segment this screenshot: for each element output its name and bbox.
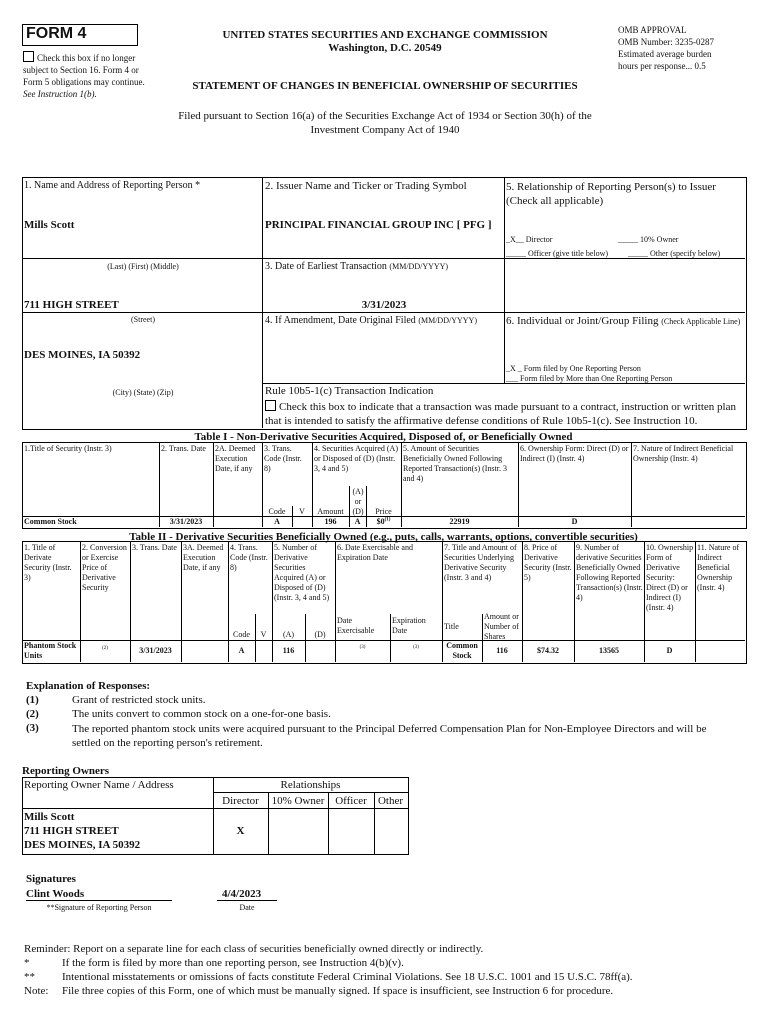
t2-sub-d: (D) [314, 630, 326, 639]
owners-col-director: Director [222, 795, 259, 807]
owners-col-relationships: Relationships [280, 779, 341, 791]
footer-star1-text: If the form is filed by more than one reporting person, see Instruction 4(b)(v). [62, 957, 404, 969]
box3-label [265, 261, 448, 272]
t2-sub-exercisable: Date Exercisable [337, 616, 375, 635]
t2-sub-title: Title [444, 622, 459, 631]
filed-pursuant-line2: Investment Company Act of 1940 [310, 124, 460, 136]
rule-10b5-text: Check this box to indicate that a transaction was made pursuant to a contract, instruction or written plan that is intended to satisfy the affirmative defense conditions of Rule 10b5-1(c). See Instruction 10. [265, 401, 736, 427]
footer-star1-mark: * [24, 957, 30, 969]
box2-label: 2. Issuer Name and Ticker or Trading Symbol [265, 180, 467, 192]
box4-label-text: 4. If Amendment, Date Original Filed [265, 315, 416, 326]
box5-label-text: 5. Relationship of Reporting Person(s) to Issuer [506, 181, 716, 193]
t1-row-date: 3/31/2023 [169, 517, 203, 526]
explanation-num-2: (2) [26, 708, 39, 720]
owners-col-officer: Officer [335, 795, 367, 807]
t2-row-a: 116 [282, 646, 295, 655]
footer-star2-text: Intentional misstatements or omissions of facts constitute Federal Criminal Violations. See 18 U.S.C. 1001 and 15 U.S.C. 78ff(a). [62, 971, 633, 983]
t1-row-ad: A [354, 517, 361, 526]
relationship-other: _____ Other (specify below) [628, 249, 721, 258]
t2-row-date: 3/31/2023 [139, 646, 172, 655]
box6-label [506, 315, 744, 328]
t1-sub-code: Code [268, 507, 286, 516]
footer-note-mark: Note: [24, 985, 49, 997]
checkbox-label: Check this box if no longer subject to Section 16. Form 4 or Form 5 obligations may continue. [23, 53, 145, 87]
t2-row-price: $74.32 [537, 646, 559, 655]
statement-title: STATEMENT OF CHANGES IN BENEFICIAL OWNERSHIP OF SECURITIES [192, 80, 578, 92]
t1-h4: 4. Securities Acquired (A) or Disposed of (D) (Instr. 3, 4 and 5) [314, 444, 398, 473]
owners-title: Reporting Owners [22, 765, 110, 777]
agency-name: UNITED STATES SECURITIES AND EXCHANGE COMMISSION [222, 29, 548, 41]
signature-name: Clint Woods [26, 888, 85, 900]
t2-h5: 5. Number of Derivative Securities Acquired (A) or Disposed of (D) (Instr. 3, 4 and 5) [274, 543, 330, 602]
t2-row-owned: 13565 [599, 646, 619, 655]
owner-director-mark: X [236, 825, 245, 837]
t1-row-security: Common Stock [24, 517, 77, 526]
box6-label-text: 6. Individual or Joint/Group Filing [506, 315, 659, 327]
signature-label: **Signature of Reporting Person [46, 903, 152, 912]
relationship-director: _X__ Director [506, 235, 553, 244]
t2-sub-v: V [260, 630, 267, 639]
t1-row-price [366, 517, 401, 526]
earliest-transaction-date: 3/31/2023 [361, 299, 407, 311]
owners-col-other: Other [377, 795, 404, 807]
checkbox-icon[interactable] [23, 51, 34, 62]
agency-city: Washington, D.C. 20549 [328, 42, 442, 54]
t1-row-owned: 22919 [449, 517, 470, 526]
rule-10b5-checkbox[interactable] [265, 400, 743, 428]
explanation-title: Explanation of Responses: [26, 680, 151, 692]
omb-number: OMB Number: 3235-0287 [618, 37, 714, 47]
t2-h7: 7. Title and Amount of Securities Underlying Derivative Security (Instr. 3 and 4) [444, 543, 517, 582]
checkbox-icon[interactable] [265, 400, 276, 411]
t1-row-amount: 196 [324, 517, 337, 526]
explanation-text-2: The units convert to common stock on a one-for-one basis. [72, 708, 331, 720]
t2-h9: 9. Number of derivative Securities Beneficially Owned Following Reported Transaction(s) (Instr. 4) [576, 543, 643, 602]
filed-pursuant-line1: Filed pursuant to Section 16(a) of the Securities Exchange Act of 1934 or Section 30(h) of the [178, 110, 592, 122]
street-sublabel: (Street) [131, 315, 155, 324]
t2-sub-expiration: Expiration Date [392, 616, 426, 635]
explanation-num-3: (3) [26, 722, 39, 734]
box1-label: 1. Name and Address of Reporting Person * [24, 180, 201, 191]
omb-hours: hours per response... 0.5 [618, 61, 706, 71]
t2-sub-a: (A) [282, 630, 295, 639]
table2-title: Table II - Derivative Securities Beneficially Owned (e.g., puts, calls, warrants, options, convertible securities) [129, 531, 638, 543]
box3-label-text: 3. Date of Earliest Transaction [265, 261, 387, 272]
issuer-name: PRINCIPAL FINANCIAL GROUP INC [ PFG ] [265, 219, 492, 231]
explanation-num-1: (1) [26, 694, 39, 706]
relationship-officer: _____ Officer (give title below) [506, 249, 609, 258]
filing-one-person: _X _ Form filed by One Reporting Person [506, 364, 641, 373]
t1-h6: 6. Ownership Form: Direct (D) or Indirect (I) (Instr. 4) [520, 444, 629, 463]
t2-row-expiration: (3) [413, 645, 419, 650]
t2-row-code: A [238, 646, 245, 655]
omb-burden: Estimated average burden [618, 49, 712, 59]
signature-date-label: Date [239, 903, 255, 912]
t2-row-form: D [666, 646, 673, 655]
owner-city: DES MOINES, IA 50392 [24, 839, 141, 851]
footer-reminder: Reminder: Report on a separate line for each class of securities beneficially owned directly or indirectly. [24, 943, 484, 955]
t2-sub-amount: Amount or Number of Shares [484, 612, 519, 641]
owners-col-10pct: 10% Owner [271, 795, 325, 807]
t1-row-price-note: (1) [384, 517, 391, 523]
box4-label [265, 315, 477, 326]
box6-sub: (Check Applicable Line) [661, 317, 741, 326]
t1-h1: 1.Title of Security (Instr. 3) [24, 444, 112, 453]
reporter-city: DES MOINES, IA 50392 [24, 349, 141, 361]
form-title: FORM 4 [26, 25, 87, 42]
no-longer-subject-checkbox[interactable] [23, 51, 153, 100]
signatures-title: Signatures [26, 873, 76, 885]
t1-sub-amount: Amount [317, 507, 344, 516]
box5-label [506, 180, 744, 208]
t1-row-code: A [274, 517, 280, 526]
filing-more-persons: ___ Form filed by More than One Reporting Person [506, 374, 673, 383]
omb-approval: OMB APPROVAL [618, 25, 687, 35]
t1-sub-v: V [299, 507, 305, 516]
signature-date: 4/4/2023 [222, 888, 262, 900]
t2-h1: 1. Title of Derivate Security (Instr. 3) [24, 543, 72, 582]
city-sublabel: (City) (State) (Zip) [112, 388, 174, 397]
explanation-text-3: The reported phantom stock units were acquired pursuant to the Principal Deferred Compensation Plan for Non-Employee Directors and will be settled on the reporting person's retirement. [72, 723, 707, 749]
footer-star2-mark: ** [24, 971, 35, 983]
t1-h2a: 2A. Deemed Execution Date, if any [215, 444, 256, 473]
t2-row-title: Common Stock [446, 641, 478, 660]
t1-h2: 2. Trans. Date [161, 444, 206, 453]
relationship-10pct-owner: _____ 10% Owner [618, 235, 679, 244]
t2-row-exercisable: (3) [359, 645, 366, 650]
t1-sub-price: Price [375, 507, 392, 516]
t2-h3a: 3A. Deemed Execution Date, if any [183, 543, 224, 572]
t1-sub-aord: (A) or (D) [352, 487, 364, 516]
t2-h2: 2. Conversion or Exercise Price of Derivative Security [82, 543, 127, 592]
box3-format: (MM/DD/YYYY) [389, 262, 449, 271]
owner-name: Mills Scott [24, 811, 75, 823]
checkbox-see: See Instruction 1(b). [23, 89, 97, 99]
footer-note-text: File three copies of this Form, one of which must be manually signed. If space is insufficient, see Instruction 6 for procedure. [62, 985, 614, 997]
rule-10b5-title: Rule 10b5-1(c) Transaction Indication [265, 385, 434, 397]
t1-h3: 3. Trans. Code (Instr. 8) [264, 444, 302, 473]
t2-row-security: Phantom Stock Units [24, 641, 77, 660]
explanation-text-1: Grant of restricted stock units. [72, 694, 206, 706]
t2-h11: 11. Nature of Indirect Beneficial Ownership (Instr. 4) [697, 543, 740, 592]
t2-row-conversion: (2) [102, 646, 108, 651]
reporter-name: Mills Scott [24, 219, 75, 231]
reporter-street: 711 HIGH STREET [24, 299, 119, 311]
table1-title: Table I - Non-Derivative Securities Acquired, Disposed of, or Beneficially Owned [194, 431, 573, 443]
name-sublabel: (Last) (First) (Middle) [107, 262, 179, 271]
owner-street: 711 HIGH STREET [24, 825, 119, 837]
t2-sub-code: Code [233, 630, 250, 639]
t1-h7: 7. Nature of Indirect Beneficial Ownership (Instr. 4) [633, 444, 734, 463]
omb-approval-block [618, 24, 714, 72]
t2-h4: 4. Trans. Code (Instr. 8) [230, 543, 268, 572]
t1-row-form: D [571, 517, 578, 526]
t2-row-shares: 116 [496, 646, 508, 655]
t2-h3: 3. Trans. Date [132, 543, 177, 552]
owners-col-name: Reporting Owner Name / Address [24, 779, 174, 791]
t2-h6: 6. Date Exercisable and Expiration Date [337, 543, 413, 562]
t1-h5: 5. Amount of Securities Beneficially Owned Following Reported Transaction(s) (Instr. 3 and 4) [403, 444, 507, 483]
t2-h8: 8. Price of Derivative Security (Instr. 5) [524, 543, 572, 582]
box5-sub: (Check all applicable) [506, 195, 604, 207]
t2-h10: 10. Ownership Form of Derivative Security: Direct (D) or Indirect (I) (Instr. 4) [646, 543, 694, 612]
box4-format: (MM/DD/YYYY) [418, 316, 477, 325]
t1-row-price-value: $0 [376, 517, 385, 526]
